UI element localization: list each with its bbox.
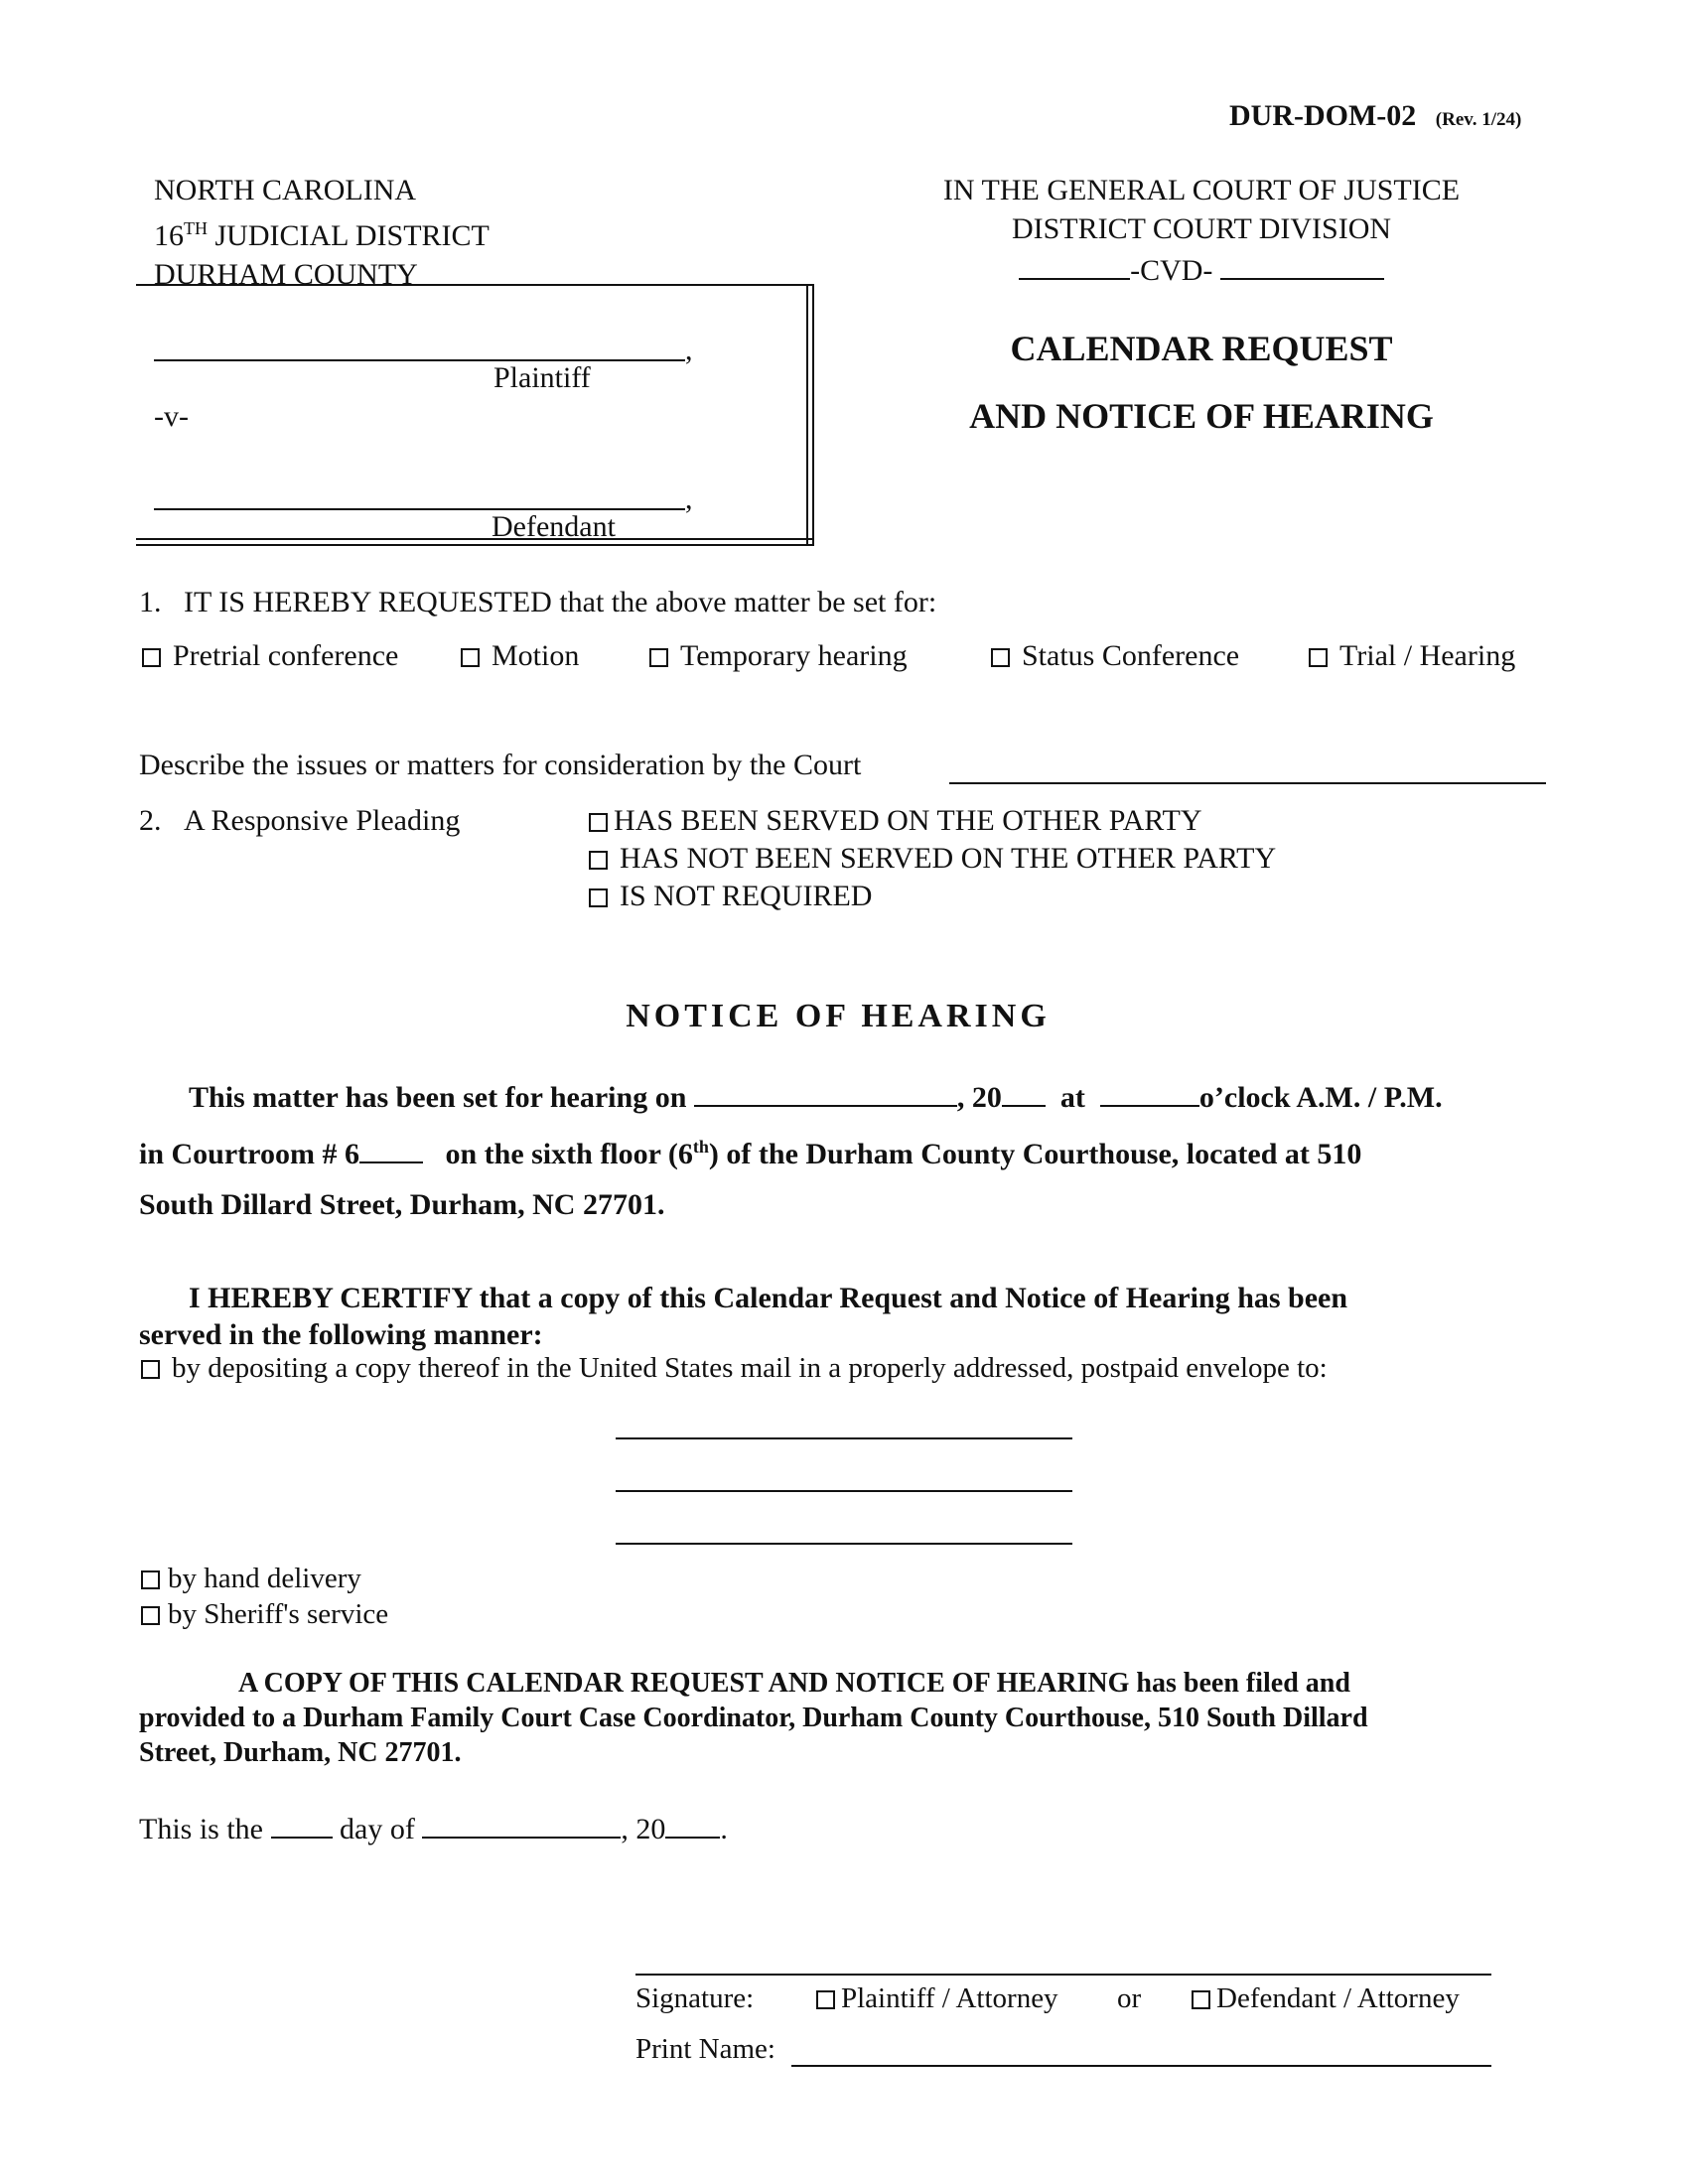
signature-or: or (1117, 1982, 1142, 2014)
hearing-time-field[interactable] (1100, 1075, 1199, 1107)
sheriff-service-checkbox[interactable] (141, 1606, 160, 1625)
month-field[interactable] (422, 1807, 621, 1839)
plaintiff-comma: , (685, 334, 693, 366)
courtroom-field[interactable] (359, 1132, 423, 1163)
notice-line-1: This matter has been set for hearing on , 20 at o’clock A.M. / P.M. (189, 1075, 1443, 1115)
court-header (874, 171, 1529, 290)
hearing-date-field[interactable] (694, 1075, 957, 1107)
judicial-district: 16TH JUDICIAL DISTRICT (154, 218, 490, 252)
copy-notice-line-2: provided to a Durham Family Court Case Coordinator, Durham County Courthouse, 510 South Dillard (139, 1703, 1368, 1733)
plaintiff-label: Plaintiff (493, 361, 591, 394)
caption-top-rule (136, 284, 812, 286)
status-conference-checkbox[interactable] (991, 648, 1010, 667)
option-sheriff-service[interactable]: by Sheriff's service (141, 1598, 388, 1631)
plaintiff-name-field[interactable] (154, 359, 685, 361)
temporary-hearing-checkbox[interactable] (649, 648, 668, 667)
option-defendant-attorney[interactable]: Defendant / Attorney (1192, 1982, 1460, 2015)
form-code: DUR-DOM-02 (1229, 99, 1417, 132)
court-division: DISTRICT COURT DIVISION (1011, 212, 1392, 245)
us-mail-checkbox[interactable] (141, 1360, 160, 1379)
hearing-year-field[interactable] (1002, 1075, 1046, 1107)
county-name: DURHAM COUNTY (154, 258, 418, 291)
print-name-label: Print Name: (635, 2033, 775, 2065)
title-line-1: CALENDAR REQUEST (1010, 329, 1393, 368)
caption-bottom-rule-inner (136, 538, 812, 540)
versus-label: -v- (154, 400, 189, 433)
signature-label: Signature: (635, 1982, 755, 2014)
form-revision: (Rev. 1/24) (1435, 109, 1522, 130)
notice-line-3: South Dillard Street, Durham, NC 27701. (139, 1188, 665, 1221)
option-temporary-hearing[interactable]: Temporary hearing (649, 639, 908, 673)
defendant-attorney-checkbox[interactable] (1192, 1990, 1210, 2009)
hand-delivery-checkbox[interactable] (141, 1570, 160, 1589)
option-trial-hearing[interactable]: Trial / Hearing (1309, 639, 1515, 673)
describe-issues-label: Describe the issues or matters for consideration by the Court (139, 749, 862, 781)
caption-right-rule-inner (806, 284, 808, 544)
has-not-been-served-checkbox[interactable] (589, 851, 608, 870)
day-field[interactable] (271, 1807, 333, 1839)
option-plaintiff-attorney[interactable]: Plaintiff / Attorney (816, 1982, 1058, 2015)
option-status-conference[interactable]: Status Conference (991, 639, 1239, 673)
copy-notice-line-3: Street, Durham, NC 27701. (139, 1737, 462, 1768)
option-pretrial-conference[interactable]: Pretrial conference (142, 639, 398, 673)
defendant-comma: , (685, 482, 693, 515)
plaintiff-attorney-checkbox[interactable] (816, 1990, 835, 2009)
option-motion[interactable]: Motion (461, 639, 579, 673)
notice-heading: NOTICE OF HEARING (626, 998, 1051, 1034)
case-year-field[interactable] (1019, 248, 1130, 280)
option-has-been-served[interactable]: HAS BEEN SERVED ON THE OTHER PARTY (589, 804, 1202, 838)
title-line-2: AND NOTICE OF HEARING (969, 396, 1434, 436)
court-name: IN THE GENERAL COURT OF JUSTICE (942, 174, 1461, 206)
date-line: This is the day of , 20 . (139, 1807, 728, 1846)
certify-line-1: I HEREBY CERTIFY that a copy of this Calendar Request and Notice of Hearing has been (189, 1282, 1348, 1314)
print-name-field[interactable] (791, 2065, 1491, 2067)
copy-notice-line-1: A COPY OF THIS CALENDAR REQUEST AND NOTICE OF HEARING has been filed and (238, 1668, 1350, 1699)
option-not-required[interactable]: IS NOT REQUIRED (589, 880, 872, 913)
not-required-checkbox[interactable] (589, 888, 608, 907)
caption-bottom-rule-outer (136, 544, 814, 546)
year-field[interactable] (665, 1807, 720, 1839)
notice-line-2: in Courtroom # 6 on the sixth floor (6th) of the Durham County Courthouse, located at 510 (139, 1132, 1361, 1171)
certify-line-2: served in the following manner: (139, 1318, 543, 1351)
option-hand-delivery[interactable]: by hand delivery (141, 1563, 361, 1595)
option-has-not-been-served[interactable]: HAS NOT BEEN SERVED ON THE OTHER PARTY (589, 842, 1276, 876)
state-name: NORTH CAROLINA (154, 174, 417, 206)
has-been-served-checkbox[interactable] (589, 813, 608, 832)
mail-address-line-1[interactable] (616, 1437, 1072, 1439)
trial-hearing-checkbox[interactable] (1309, 648, 1328, 667)
motion-checkbox[interactable] (461, 648, 480, 667)
defendant-label: Defendant (492, 510, 616, 543)
section-1-request: 1. IT IS HEREBY REQUESTED that the above matter be set for: (139, 586, 937, 618)
case-sequence-field[interactable] (1220, 248, 1384, 280)
form-id (1229, 99, 1521, 133)
describe-issues-field[interactable] (949, 782, 1546, 784)
signature-field[interactable] (635, 1974, 1491, 1976)
section-2-responsive-pleading: 2. A Responsive Pleading (139, 804, 461, 837)
caption-right-rule-outer (812, 284, 814, 544)
pretrial-checkbox[interactable] (142, 648, 161, 667)
county-header (154, 171, 490, 294)
mail-address-line-2[interactable] (616, 1490, 1072, 1492)
case-number[interactable]: -CVD- (874, 248, 1529, 290)
option-us-mail[interactable]: by depositing a copy thereof in the United States mail in a properly addressed, postpaid envelope to: (141, 1352, 1328, 1385)
mail-address-line-3[interactable] (616, 1543, 1072, 1545)
